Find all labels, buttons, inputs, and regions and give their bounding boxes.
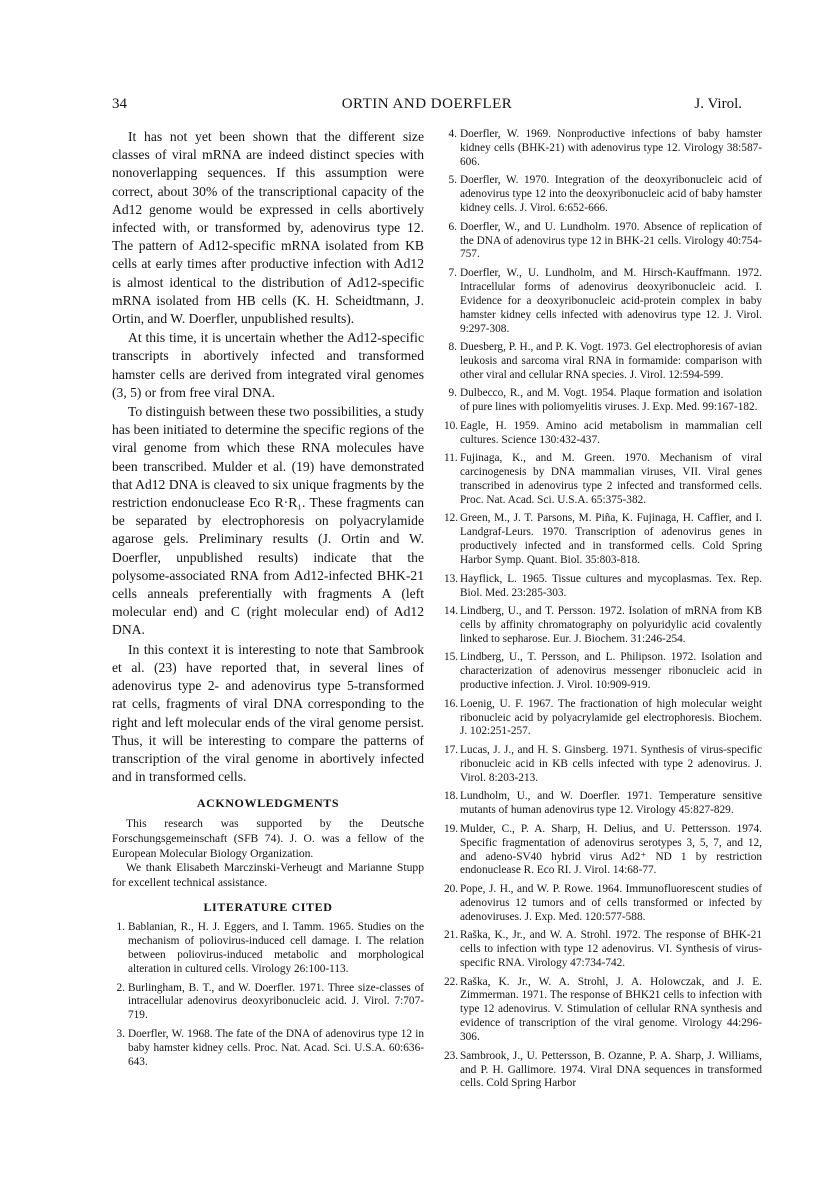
reference-item: [112, 921, 424, 977]
reference-number: 2.: [116, 981, 125, 994]
reference-number: 16.: [444, 697, 459, 710]
page-number: 34: [112, 96, 127, 112]
reference-item: [444, 698, 762, 740]
literature-cited-heading: LITERATURE CITED: [203, 900, 333, 915]
reference-item: [444, 976, 762, 1046]
reference-item: [444, 387, 762, 415]
reference-text: Doerfler, W., and U. Lundholm. 1970. Absence of replication of the DNA of adenovirus type 12 in BHK-21 cells. Virology 40:754-757.: [460, 220, 762, 261]
reference-number: 1.: [116, 921, 125, 934]
reference-number: 9.: [448, 387, 457, 400]
body-paragraph: To distinguish between these two possibilities, a study has been initiated to determine the specific regions of the viral genome from which these RNA molecules have been transcribed. Mulder et al. (19) have demonstrated that Ad12 DNA is cleaved to six unique fragments by the restriction endonuclease Eco R·R₁. These fragments can be separated by electrophoresis on polyacrylamide agarose gels. Preliminary results (J. Ortin and W. Doerfler, unpublished results) indicate that the polysome-associated RNA from Ad12-infected BHK-21 cells anneals preferentially with fragments A (left molecular end) and C (right molecular end) of Ad12 DNA.: [112, 404, 424, 638]
reference-number: 4.: [448, 128, 457, 140]
reference-number: 22.: [444, 975, 459, 988]
reference-item: [444, 883, 762, 925]
reference-item: [444, 823, 762, 879]
reference-number: 3.: [116, 1027, 125, 1040]
reference-number: 5.: [448, 174, 457, 187]
running-header: [112, 96, 742, 118]
acknowledgment-paragraph: This research was supported by the Deutsche Forschungsgemeinschaft (SFB 74). J. O. was a fellow of the European Molecular Biology Organization.: [112, 817, 424, 860]
right-column: [444, 128, 762, 1096]
reference-text: Raška, K., Jr., and W. A. Strohl. 1972. The response of BHK-21 cells to infection with type 12 adenovirus. VI. Synthesis of virus-specific RNA. Virology 47:734-742.: [460, 929, 762, 970]
reference-text: Dulbecco, R., and M. Vogt. 1954. Plaque formation and isolation of pure lines with poliomyelitis viruses. J. Exp. Med. 99:167-182.: [460, 387, 762, 414]
reference-number: 23.: [444, 1049, 459, 1062]
reference-text: Doerfler, W., U. Lundholm, and M. Hirsch-Kauffmann. 1972. Intracellular forms of adenovirus deoxyribonucleic acid. I. Evidence for a deoxyribonucleic acid-protein complex in baby hamster kidney cells infected with adenovirus type 12. J. Virol. 9:297-308.: [460, 266, 762, 335]
reference-item: [444, 790, 762, 818]
reference-text: Raška, K. Jr., W. A. Strohl, J. A. Holowczak, and J. E. Zimmerman. 1971. The response of BHK21 cells to infection with type 12 adenovirus. V. Stimulation of cellular RNA synthesis and evidence of transcription of the viral genome. Virology 44:296-306.: [460, 975, 762, 1044]
acknowledgment-paragraph: We thank Elisabeth Marczinski-Verheugt and Marianne Stupp for excellent technical assistance.: [112, 861, 424, 889]
journal-abbrev: J. Virol.: [694, 96, 742, 112]
reference-number: 13.: [444, 572, 459, 585]
reference-text: Lucas, J. J., and H. S. Ginsberg. 1971. Synthesis of virus-specific ribonucleic acid in KB cells infected with type 2 adenovirus. J. Virol. 8:203-213.: [460, 743, 762, 784]
reference-number: 8.: [448, 341, 457, 354]
reference-number: 21.: [444, 929, 459, 942]
reference-text: Hayflick, L. 1965. Tissue cultures and mycoplasmas. Tex. Rep. Biol. Med. 23:285-303.: [460, 572, 762, 599]
reference-item: [444, 651, 762, 693]
reference-number: 20.: [444, 882, 459, 895]
reference-item: [444, 605, 762, 647]
reference-number: 11.: [444, 452, 458, 465]
reference-text: Eagle, H. 1959. Amino acid metabolism in mammalian cell cultures. Science 130:432-437.: [460, 419, 762, 446]
reference-text: Loenig, U. F. 1967. The fractionation of high molecular weight ribonucleic acid by polyacrylamide gel electrophoresis. Biochem. J. 102:251-257.: [460, 697, 762, 738]
reference-number: 17.: [444, 743, 459, 756]
reference-item: [444, 221, 762, 263]
reference-item: [444, 929, 762, 971]
reference-number: 19.: [444, 822, 459, 835]
reference-item: [444, 512, 762, 568]
reference-item: [444, 128, 762, 170]
acknowledgments-heading: ACKNOWLEDGMENTS: [196, 796, 340, 811]
reference-number: 12.: [444, 512, 459, 525]
reference-number: 18.: [444, 790, 459, 803]
body-paragraph: In this context it is interesting to note that Sambrook et al. (23) have reported that, in several lines of adenovirus type 2- and adenovirus type 5-transformed rat cells, fragments of viral DNA corresponding to the right and left molecular ends of the viral genome persist. Thus, it will be interesting to compare the patterns of transcription of the viral genome in abortively infected and in transformed cells.: [112, 641, 424, 785]
reference-text: Green, M., J. T. Parsons, M. Piña, K. Fujinaga, H. Caffier, and I. Landgraf-Leurs. 1970. Transcription of adenovirus genes in productively infected and in transformed cells. Cold Spring Harbor Symp. Quant. Biol. 35:803-818.: [460, 512, 762, 567]
reference-item: [444, 573, 762, 601]
reference-text: Mulder, C., P. A. Sharp, H. Delius, and U. Pettersson. 1974. Specific fragmentation of adenovirus serotypes 3, 5, 7, and 12, and adeno-SV40 hybrid virus Ad2⁺ ND 1 by restriction endonuclease R. Eco RI. J. Virol. 14:68-77.: [460, 822, 762, 877]
reference-text: Duesberg, P. H., and P. K. Vogt. 1973. Gel electrophoresis of avian leukosis and sarcoma viral RNA in formamide: comparison with other viral and cellular RNA species. J. Virol. 12:594-599.: [460, 341, 762, 381]
reference-item: [444, 267, 762, 337]
reference-text: Lindberg, U., T. Persson, and L. Philipson. 1972. Isolation and characterization of adenovirus messenger ribonucleic acid in productive infection. J. Virol. 10:909-919.: [460, 651, 762, 692]
reference-item: [444, 1050, 762, 1092]
reference-number: 14.: [444, 605, 459, 618]
reference-text: Pope, J. H., and W. P. Rowe. 1964. Immunofluorescent studies of adenovirus 12 tumors and of cells transformed or infected by adenoviruses. J. Exp. Med. 120:577-588.: [460, 882, 762, 923]
reference-list-right: [444, 128, 762, 1091]
reference-item: [444, 420, 762, 448]
reference-number: 6.: [448, 220, 457, 233]
reference-text: Doerfler, W. 1970. Integration of the deoxyribonucleic acid of adenovirus type 12 into the deoxyribonucleic acid of baby hamster kidney cells. J. Virol. 6:652-666.: [460, 174, 762, 215]
reference-item: [444, 452, 762, 508]
reference-number: 15.: [444, 651, 459, 664]
left-column: [112, 128, 424, 1074]
reference-item: [112, 1028, 424, 1070]
reference-number: 10.: [444, 419, 459, 432]
reference-text: Lundholm, U., and W. Doerfler. 1971. Temperature sensitive mutants of human adenovirus type 12. Virology 45:827-829.: [460, 790, 762, 817]
body-paragraph: It has not yet been shown that the different size classes of viral mRNA are indeed distinct species with nonoverlapping sequences. If this assumption were correct, about 30% of the transcriptional capacity of the Ad12 genome would be expressed in cells abortively infected with, or transformed by, adenovirus type 12. The pattern of Ad12-specific mRNA isolated from KB cells at early times after productive infection with Ad12 is almost identical to the distribution of Ad12-specific mRNA isolated from HB cells (K. H. Scheidtmann, J. Ortin, and W. Doerfler, unpublished results).: [112, 129, 424, 327]
reference-text: Doerfler, W. 1969. Nonproductive infections of baby hamster kidney cells (BHK-21) with adenovirus type 12. Virology 38:587-606.: [460, 128, 762, 168]
reference-text: Fujinaga, K., and M. Green. 1970. Mechanism of viral carcinogenesis by DNA mammalian viruses, VII. Viral genes transcribed in adenovirus type 2 infected and transformed cells. Proc. Nat. Acad. Sci. U.S.A. 65:375-382.: [460, 452, 762, 506]
reference-text: Burlingham, B. T., and W. Doerfler. 1971. Three size-classes of intracellular adenovirus deoxyribonucleic acid. J. Virol. 7:707-719.: [128, 981, 424, 1022]
body-paragraph: At this time, it is uncertain whether the Ad12-specific transcripts in abortively infected and transformed hamster cells are derived from integrated viral genomes (3, 5) or from free viral DNA.: [112, 330, 424, 400]
reference-text: Lindberg, U., and T. Persson. 1972. Isolation of mRNA from KB cells by affinity chromatography on polyuridylic acid covalently linked to sepharose. Eur. J. Biochem. 31:246-254.: [460, 605, 762, 645]
reference-item: [444, 174, 762, 216]
running-title: ORTIN AND DOERFLER: [341, 96, 513, 112]
reference-text: Doerfler, W. 1968. The fate of the DNA of adenovirus type 12 in baby hamster kidney cells. Proc. Nat. Acad. Sci. U.S.A. 60:636-643.: [128, 1027, 424, 1068]
reference-text: Sambrook, J., U. Pettersson, B. Ozanne, P. A. Sharp, J. Williams, and P. H. Gallimore. 1974. Viral DNA sequences in transformed cells. Cold Spring Harbor: [460, 1049, 762, 1090]
reference-item: [112, 982, 424, 1024]
reference-text: Bablanian, R., H. J. Eggers, and I. Tamm. 1965. Studies on the mechanism of poliovirus-induced cell damage. I. The relation between poliovirus-induced metabolic and morphological alteration in cultured cells. Virology 26:100-113.: [128, 921, 424, 975]
reference-item: [444, 341, 762, 383]
reference-item: [444, 744, 762, 786]
reference-number: 7.: [448, 266, 457, 279]
reference-list-left: [112, 921, 424, 1069]
